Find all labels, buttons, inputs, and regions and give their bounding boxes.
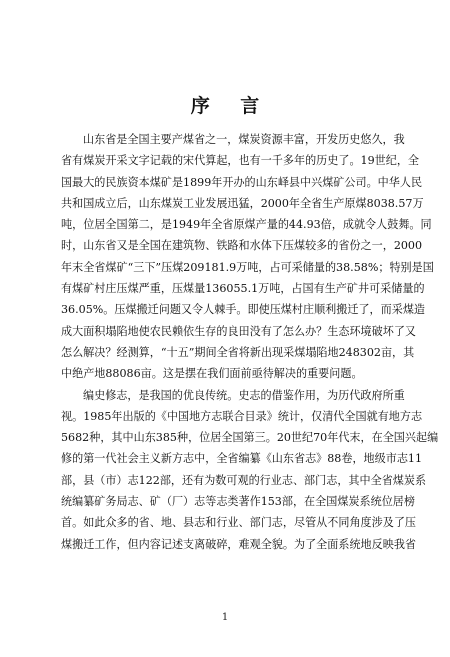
- paragraph-2-line-4: 修的第一代社会主义新方志中，全省编纂《山东省志》88卷，地级市志11: [61, 452, 423, 466]
- paragraph-1-line-1: 山东省是全国主要产煤省之一，煤炭资源丰富，开发历史悠久，我: [83, 133, 405, 146]
- paragraph-1-line-8: 有煤矿村庄压煤严重，压煤量136055.1万吨，占国有生产矿井可采储量的: [61, 282, 425, 296]
- paragraph-1-line-2: 省有煤炭开采文字记载的宋代算起，也有一千多年的历史了。19世纪，全: [61, 154, 420, 168]
- paragraph-1-line-7: 年末全省煤矿“三下”压煤209181.9万吨，占可采储量的38.58%；特别是国: [61, 260, 434, 274]
- paragraph-1-line-3: 国最大的民族资本煤矿是1899年开办的山东峄县中兴煤矿公司。中华人民: [61, 175, 423, 189]
- paragraph-2-line-2: 视。1985年出版的《中国地方志联合目录》统计，仅清代全国就有地方志: [61, 409, 423, 423]
- paragraph-1-line-10: 成大面积塌陷地使农民赖依生存的良田没有了怎么办？生态环境破坏了又: [61, 324, 417, 338]
- paragraph-2-line-3: 5682种，其中山东385种，位居全国第三。20世纪70年代末，在全国兴起编: [61, 431, 439, 445]
- paragraph-2-line-5: 部，县（市）志122部，还有为数可观的行业志、部门志，其中全省煤炭系: [61, 473, 427, 487]
- paragraph-1-line-6: 时，山东省又是全国在建筑物、铁路和水体下压煤较多的省份之一，2000: [61, 239, 423, 253]
- paragraph-1-line-4: 共和国成立后，山东煤炭工业发展迅猛，2000年全省生产原煤8038.57万: [61, 196, 424, 210]
- preface-body: [61, 129, 439, 555]
- paragraph-1-line-9: 36.05%。压煤搬迁问题又令人棘手。即使压煤村庄顺利搬迁了，而采煤造: [61, 303, 426, 317]
- paragraph-2-line-6: 统编纂矿务局志、矿（厂）志等志类著作153部，在全国煤炭系统位居榜: [61, 495, 415, 509]
- paragraph-1-line-5: 吨，位居全国第二，是1949年全省原煤产量的44.93倍，成就令人鼓舞。同: [61, 218, 432, 232]
- paragraph-2-line-1: 编史修志，是我国的优良传统。史志的借鉴作用，为历代政府所重: [83, 388, 405, 402]
- paragraph-2-line-7: 首。如此众多的省、地、县志和行业、部门志，尽管从不同角度涉及了压: [61, 516, 417, 530]
- paragraph-1-line-12: 中绝产地88086亩。这是摆在我们面前亟待解决的重要问题。: [61, 367, 363, 381]
- page-number: 1: [221, 612, 229, 623]
- paragraph-2-line-8: 煤搬迁工作，但内容记述支离破碎，难观全貌。为了全面系统地反映我省: [61, 537, 417, 551]
- page-title: 序 言: [190, 95, 272, 117]
- paragraph-1-line-11: 怎么解决？经测算，“十五”期间全省将新出现采煤塌陷地248302亩，其: [61, 345, 415, 359]
